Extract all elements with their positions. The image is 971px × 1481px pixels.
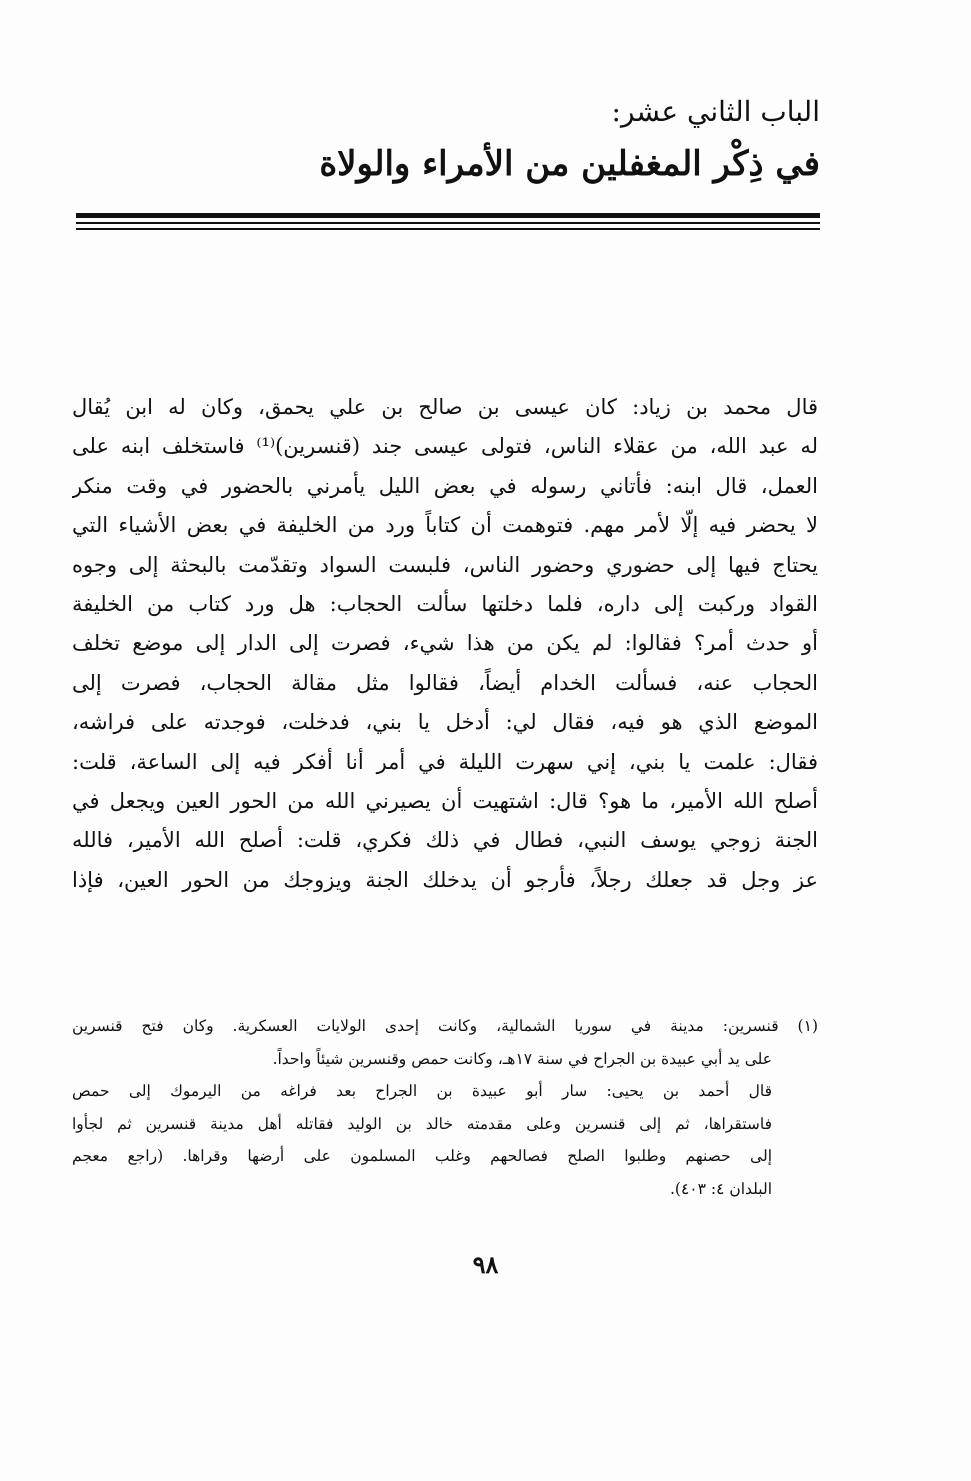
body-line: الحجاب عنه، فسألت الخدام أيضاً، فقالوا مثل مقالة الحجاب، فصرت إلى	[72, 670, 818, 695]
body-line: قال محمد بن زياد: كان عيسى بن صالح بن علي يحمق، وكان له ابن يُقال	[72, 395, 818, 419]
body-line: فقال: علمت يا بني، إني سهرت الليلة في أمر أنا أفكر فيه إلى الساعة، قلت:	[72, 749, 818, 774]
header-rule-thin	[76, 228, 820, 230]
footnote-line: (١) قنسرين: مدينة في سوريا الشمالية، وكانت إحدى الولايات العسكرية. وكان فتح قنسرين	[72, 1017, 818, 1035]
page-number: ٩٨	[472, 1250, 499, 1279]
body-line: أصلح الله الأمير، ما هو؟ قال: اشتهيت أن يصيرني الله من الحور العين ويجعل في	[72, 789, 818, 814]
body-line: عز وجل قد جعلك رجلاً، فأرجو أن يدخلك الجنة ويزوجك من الحور العين، فإذا	[72, 867, 818, 892]
footnote-line: البلدان ٤: ٤٠٣).	[669, 1179, 772, 1198]
chapter-header	[70, 92, 820, 190]
footnote-line: على يد أبي عبيدة بن الجراح في سنة ١٧هـ، وكانت حمص وقنسرين شيئاً واحداً.	[272, 1049, 772, 1068]
body-line: الجنة زوجي يوسف النبي، فطال في ذلك فكري، قلت: أصلح الله الأمير، فالله	[72, 828, 818, 853]
body-text	[72, 388, 818, 900]
body-line: القواد وركبت إلى داره، فلما دخلتها سألت الحجاب: هل ورد كتاب من الخليفة	[72, 592, 818, 617]
footnote-line: قال أحمد بن يحيى: سار أبو عبيدة بن الجراح بعد فراغه من اليرموك إلى حمص	[72, 1082, 772, 1100]
header-rule-thick	[76, 213, 820, 218]
footnotes	[72, 1010, 818, 1205]
body-line: أو حدث أمر؟ فقالوا: لم يكن من هذا شيء، فصرت إلى الدار إلى موضع تخلف	[72, 631, 818, 656]
body-line: لا يحضر فيه إلّا لأمر مهم. فتوهمت أن كتاباً ورد من الخليفة في بعض الأشياء التي	[72, 513, 818, 538]
chapter-label: الباب الثاني عشر:	[611, 95, 820, 128]
body-line: له عبد الله، من عقلاء الناس، فتولى عيسى جند (قنسرين)⁽¹⁾ فاستخلف ابنه على	[72, 434, 818, 459]
body-line: العمل، قال ابنه: فأتاني رسوله في بعض الليل يأمرني بالحضور في وقت منكر	[72, 473, 818, 498]
footnote-line: فاستقراها، ثم إلى قنسرين وعلى مقدمته خالد بن الوليد فقاتله أهل مدينة قنسرين ثم لجأوا	[72, 1114, 772, 1133]
footnote-line: إلى حصنهم وطلبوا الصلح فصالحهم وغلب المسلمون على أرضها وقراها. (راجع معجم	[72, 1147, 772, 1165]
chapter-title: في ذِكْر المغفلين من الأمراء والولاة	[319, 144, 820, 184]
header-rule-thin	[76, 222, 820, 224]
body-line: يحتاج فيها إلى حضوري وحضور الناس، فلبست السواد وتقدّمت بالبحثة إلى وجوه	[72, 552, 818, 577]
body-line: الموضع الذي هو فيه، فقال لي: أدخل يا بني، فدخلت، فوجدته على فراشه،	[72, 710, 818, 735]
